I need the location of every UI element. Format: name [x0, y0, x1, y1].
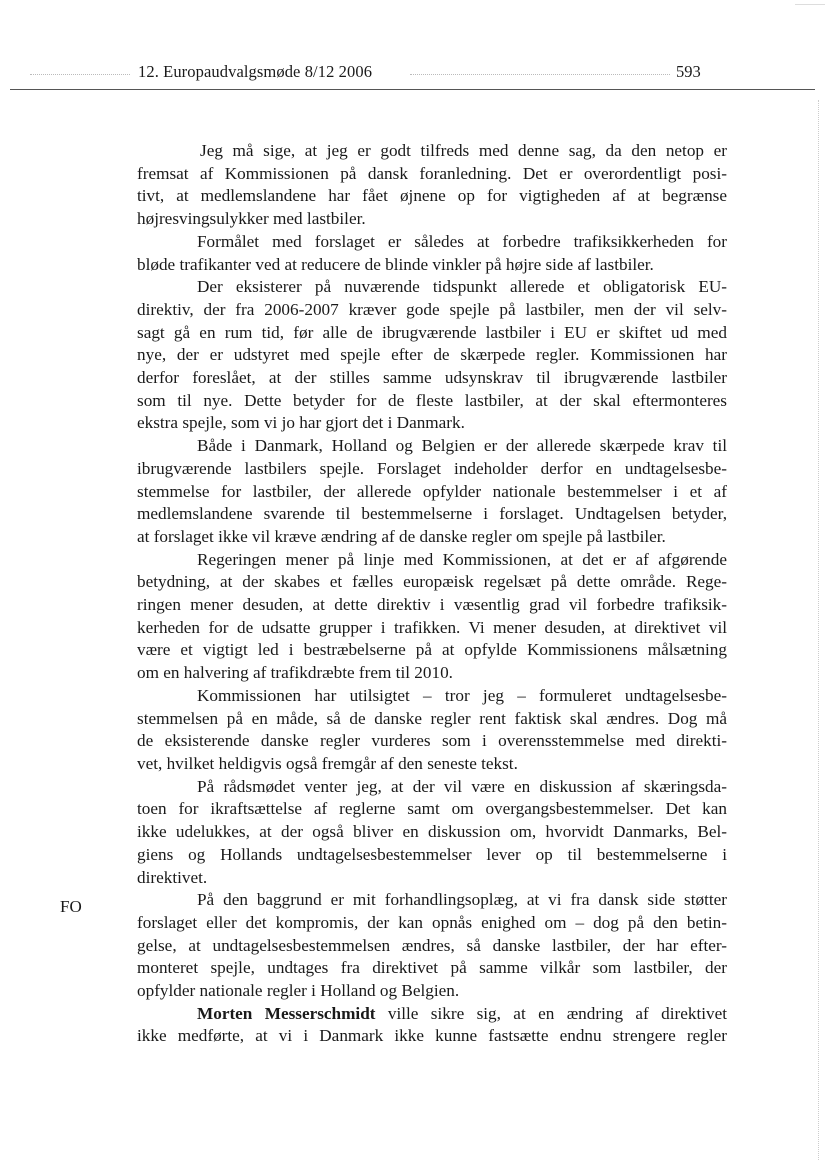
text-line: giens og Hollands undtagelsesbestemmelser lever op til bestemmelserne i: [137, 844, 727, 864]
text-line: toen for ikraftsættelse af reglerne samt om overgangsbestemmelser. Det kan: [137, 799, 727, 819]
text-line: stemmelsen på en måde, så de danske regler rent faktisk skal ændres. Dog må: [137, 708, 727, 728]
text-line: medlemslandene svarende til bestemmelserne i forslaget. Undtagelsen betyder,: [137, 504, 727, 524]
text-line: højresvingsulykker med lastbiler.: [137, 209, 366, 229]
scan-artifact-line: [795, 4, 825, 5]
text-line: at forslaget ikke vil kræve ændring af de danske regler om spejle på lastbiler.: [137, 526, 666, 546]
text-line: Både i Danmark, Holland og Belgien er der allerede skærpede krav til: [197, 436, 727, 456]
text-line: bløde trafikanter ved at reducere de blinde vinkler på højre side af lastbiler.: [137, 254, 654, 274]
header-dotted-leader: [410, 74, 670, 75]
text-line: gelse, at undtagelsesbestemmelsen ændres, så danske lastbiler, der har efter-: [137, 935, 727, 955]
text-line: ekstra spejle, som vi jo har gjort det i Danmark.: [137, 413, 465, 433]
text-line: På den baggrund er mit forhandlingsoplæg, at vi fra dansk side støtter: [197, 890, 727, 910]
text-line: tivt, at medlemslandene har fået øjnene op for vigtigheden af at begrænse: [137, 186, 727, 206]
speaker-name: Morten Messerschmidt: [197, 1003, 376, 1023]
text-line: kerheden for de udsatte grupper i trafikken. Vi mener desuden, at direktivet vil: [137, 617, 727, 637]
text-line: Der eksisterer på nuværende tidspunkt allerede et obligatorisk EU-: [197, 277, 727, 297]
text-line: nye, der er udstyret med spejle efter de skærpede regler. Kommissionen har: [137, 345, 727, 365]
text-line: direktiv, der fra 2006-2007 kræver gode spejle på lastbiler, men der vil selv-: [137, 299, 727, 319]
text-line: betydning, at der skabes et fælles europæisk regelsæt på dette område. Rege-: [137, 572, 727, 592]
header-dotted-leader: [30, 74, 130, 75]
text-line: Regeringen mener på linje med Kommissionen, at det er af afgørende: [197, 549, 727, 569]
speaker-line-text: ville sikre sig, at en ændring af direktivet: [375, 1003, 728, 1023]
running-header-title: 12. Europaudvalgsmøde 8/12 2006: [138, 62, 373, 81]
speaker-line: [137, 1003, 727, 1026]
header-rule: [10, 89, 815, 90]
text-line: derfor foreslået, at der stilles samme udsynskrav til ibrugværende lastbiler: [137, 368, 727, 388]
document-body: [137, 140, 727, 1048]
text-line: ikke udelukkes, at der også bliver en diskussion om, hvorvidt Danmarks, Bel-: [137, 822, 727, 842]
text-line: stemmelse for lastbiler, der allerede opfylder nationale bestemmelser i et af: [137, 481, 727, 501]
text-line: På rådsmødet venter jeg, at der vil være en diskussion af skæringsda-: [197, 776, 727, 796]
text-line: ibrugværende lastbilers spejle. Forslaget indeholder derfor en undtagelsesbe-: [137, 458, 727, 478]
text-line: forslaget eller det kompromis, der kan opnås enighed om – dog på den betin-: [137, 912, 727, 932]
text-line: om en halvering af trafikdræbte frem til 2010.: [137, 663, 453, 683]
text-line: ikke medførte, at vi i Danmark ikke kunne fastsætte endnu strengere regler: [137, 1026, 727, 1046]
page-number: 593: [676, 62, 701, 81]
text-line: som til nye. Dette betyder for de fleste lastbiler, at der skal eftermonteres: [137, 390, 727, 410]
text-line: vet, hvilket heldigvis også fremgår af den seneste tekst.: [137, 753, 518, 773]
text-line: Kommissionen har utilsigtet – tror jeg – formuleret undtagelsesbe-: [197, 685, 727, 705]
text-line: være et vigtigt led i bestræbelserne på at opfylde Kommissionens målsætning: [137, 640, 727, 660]
text-line: monteret spejle, undtages fra direktivet på samme vilkår som lastbiler, der: [137, 958, 727, 978]
scan-edge-artifact: [817, 100, 819, 1160]
text-line: de eksisterende danske regler vurderes som i overensstemmelse med direkti-: [137, 731, 727, 751]
text-line: fremsat af Kommissionen på dansk foranledning. Det er overordentligt posi-: [137, 163, 727, 183]
margin-note: FO: [60, 897, 82, 916]
text-line: opfylder nationale regler i Holland og Belgien.: [137, 981, 460, 1001]
text-line: direktivet.: [137, 867, 208, 887]
text-line: Formålet med forslaget er således at forbedre trafiksikkerheden for: [197, 231, 727, 251]
text-line: ringen mener desuden, at dette direktiv i væsentlig grad vil forbedre trafiksik-: [137, 595, 727, 615]
page-header: [0, 62, 825, 92]
text-line: sagt gå en rum tid, før alle de ibrugværende lastbiler i EU er skiftet ud med: [137, 322, 727, 342]
text-line: Jeg må sige, at jeg er godt tilfreds med denne sag, da den netop er: [200, 141, 727, 160]
